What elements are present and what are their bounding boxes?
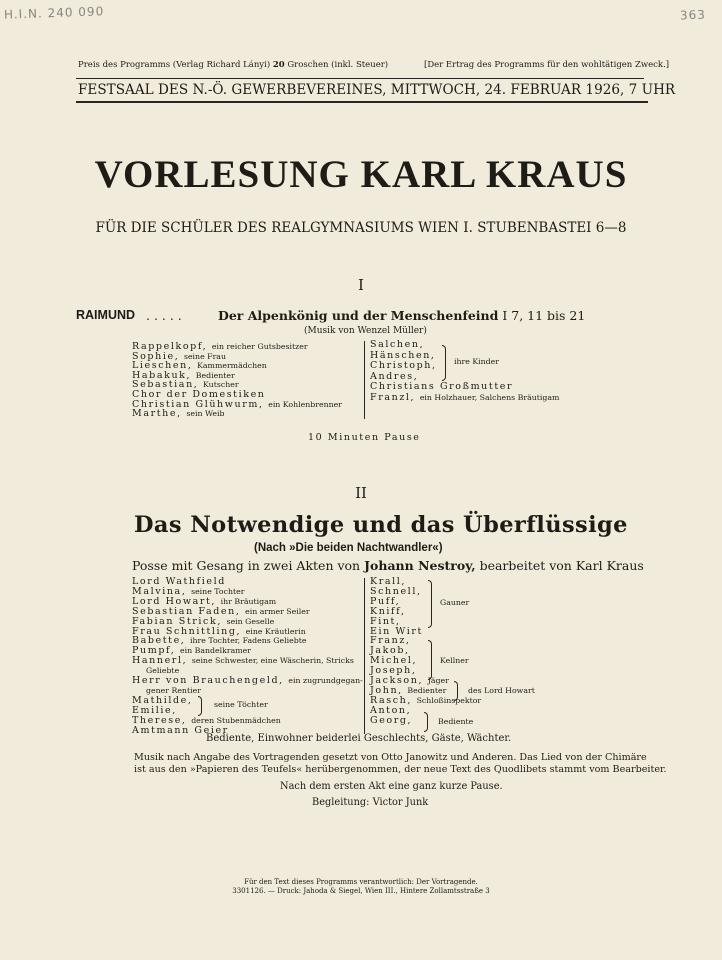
cast-entry: Ein Wirt: [370, 625, 423, 637]
divider: [76, 101, 648, 103]
author-name: RAIMUND: [76, 308, 136, 322]
cast-entry: Schnell,: [370, 585, 422, 597]
group-label: Bediente: [438, 717, 474, 726]
play-description: Posse mit Gesang in zwei Akten von Johann Nestroy, bearbeitet von Karl Kraus: [132, 558, 644, 573]
accompaniment-note: Begleitung: Victor Junk: [312, 797, 429, 808]
cast-entry: Emilie,: [132, 704, 177, 716]
event-subtitle: FÜR DIE SCHÜLER DES REALGYMNASIUMS WIEN I. STUBENBASTEI 6—8: [95, 220, 627, 236]
cast-entry: Christian Glühwurm, ein Kohlenbrenner: [132, 398, 342, 410]
intermission-note: 10 Minuten Pause: [308, 432, 421, 443]
music-note: (Musik von Wenzel Müller): [304, 326, 427, 336]
cast-entry: Sebastian, Kutscher: [132, 379, 239, 391]
cast-entry: Lord Wathfield: [132, 576, 226, 587]
cast-entry: Hannerl, seine Schwester, eine Wäscherin, Stricks: [132, 655, 354, 667]
cast-entry: Fint,: [370, 615, 401, 627]
cast-entry: Mathilde,: [132, 694, 193, 706]
column-divider: [364, 578, 365, 734]
cast-entry: Franzl, ein Holzhauer, Salchens Bräutigam: [370, 391, 560, 403]
section-numeral: II: [355, 484, 367, 502]
cast-entry: Geliebte: [146, 666, 180, 676]
grouping-brace: [424, 712, 428, 732]
column-divider: [364, 341, 365, 419]
cast-entry: Anton,: [370, 704, 412, 716]
cast-entry: Puff,: [370, 595, 401, 607]
cast-entry: Rappelkopf, ein reicher Gutsbesitzer: [132, 341, 308, 352]
cast-entry: Sebastian Faden, ein armer Seiler: [132, 605, 310, 617]
cast-entry: Hänschen,: [370, 349, 436, 361]
grouping-brace: [198, 696, 202, 716]
grouping-brace: [454, 681, 458, 701]
cast-entry: Frau Schnittling, eine Kräutlerin: [132, 625, 306, 637]
cast-entry: Georg,: [370, 714, 413, 726]
cast-entry: Pumpf, ein Bandelkramer: [132, 645, 251, 657]
grouping-brace: [428, 640, 432, 680]
play-title: Das Notwendige und das Überflüssige: [134, 512, 628, 538]
archive-signature: H.I.N. 240 090: [3, 4, 105, 22]
cast-entry: Jakob,: [370, 645, 410, 657]
cast-list-left: [132, 577, 363, 736]
cast-entry: Fabian Strick, sein Geselle: [132, 615, 275, 627]
section-numeral: I: [358, 276, 364, 294]
cast-entry: Krall,: [370, 576, 406, 587]
cast-entry: Herr von Brauchengeld, ein zugrundgegan-: [132, 675, 363, 687]
footer-imprint: Für den Text dieses Programms verantwortlich: Der Vortragende. 3301126. — Druck: Jahoda & Siegel, Wien III., Hintere Zollamtsstraße 3: [232, 878, 490, 895]
cast-entry: Franz,: [370, 635, 411, 647]
cast-entry: Andres,: [370, 370, 419, 382]
group-label: des Lord Howart: [468, 686, 535, 695]
play-source: (Nach »Die beiden Nachtwandler«): [254, 542, 443, 554]
ensemble-line: Bediente, Einwohner beiderlei Geschlechts, Gäste, Wächter.: [206, 733, 512, 744]
cast-entry: Christians Großmutter: [370, 381, 514, 393]
cast-entry: Amtmann Geier: [132, 724, 229, 736]
leader-dots: . . . . .: [146, 308, 182, 323]
price-note: Preis des Programms (Verlag Richard Lányi) 20 Groschen (inkl. Steuer): [78, 60, 389, 70]
cast-entry: Chor der Domestiken: [132, 388, 266, 400]
cast-entry: Lieschen, Kammermädchen: [132, 360, 267, 372]
cast-entry: Lord Howart, ihr Bräutigam: [132, 595, 277, 607]
cast-entry: Habakuk, Bedienter: [132, 369, 235, 381]
cast-entry: gener Rentier: [146, 685, 201, 695]
group-label: seine Töchter: [214, 700, 268, 709]
music-credits: Musik nach Angabe des Vortragenden gesetzt von Otto Janowitz und Anderen. Das Lied von der Chimäre ist aus den »Papieren des Teufels« herübergenommen, der neue Text des Quodlibets stammt vom Bearbeiter.: [134, 752, 667, 775]
cast-entry: Malvina, seine Tochter: [132, 585, 245, 597]
grouping-brace: [442, 345, 446, 381]
proceeds-note: [Der Ertrag des Programms für den wohltätigen Zweck.]: [424, 60, 670, 70]
cast-entry: Joseph,: [370, 665, 417, 677]
cast-entry: Sophie, seine Frau: [132, 350, 226, 362]
intermission-note: Nach dem ersten Akt eine ganz kurze Pause.: [280, 781, 503, 792]
cast-list-right: [370, 340, 559, 404]
cast-entry: John, Bedienter: [370, 684, 447, 696]
cast-entry: Babette, ihre Tochter, Fadens Geliebte: [132, 635, 307, 647]
group-label: Kellner: [440, 656, 469, 665]
cast-entry: Christoph,: [370, 360, 437, 372]
play-title: Der Alpenkönig und der Menschenfeind I 7, 11 bis 21: [218, 308, 586, 323]
page-number: 363: [679, 7, 707, 23]
cast-entry: Salchen,: [370, 339, 425, 350]
cast-list-left: [132, 342, 342, 419]
venue-line: FESTSAAL DES N.-Ö. GEWERBEVEREINES, MITTWOCH, 24. FEBRUAR 1926, 7 UHR: [78, 82, 676, 98]
cast-entry: Jackson, Jäger: [370, 675, 449, 687]
cast-entry: Kniff,: [370, 605, 406, 617]
cast-entry: Michel,: [370, 655, 418, 667]
cast-entry: Marthe, sein Weib: [132, 408, 225, 420]
page-title: VORLESUNG KARL KRAUS: [94, 153, 628, 196]
group-label: ihre Kinder: [454, 357, 500, 366]
divider: [76, 78, 644, 79]
cast-entry: Rasch, Schloßinspektor: [370, 694, 482, 706]
group-label: Gauner: [440, 598, 470, 607]
cast-entry: Therese, deren Stubenmädchen: [132, 714, 281, 726]
grouping-brace: [428, 580, 432, 628]
